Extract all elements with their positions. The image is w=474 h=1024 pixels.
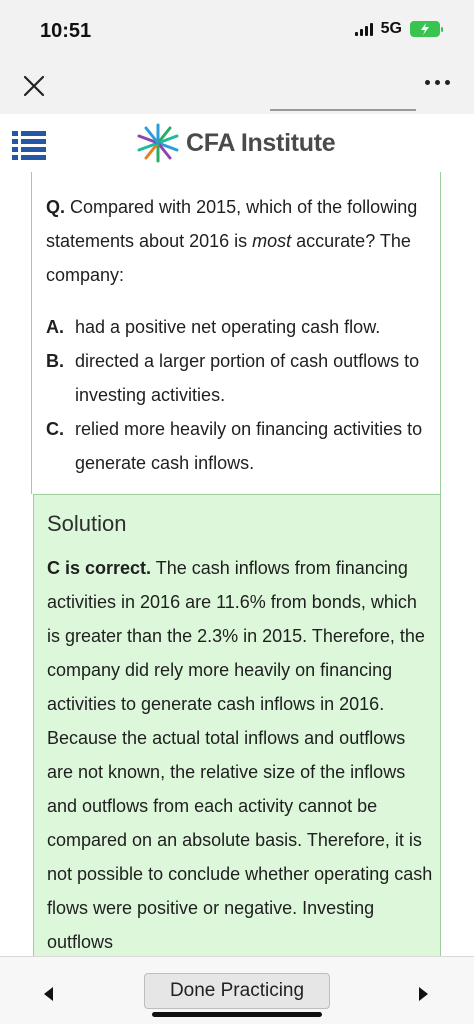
question-text-before: Compared with 2015, which of the following statements about 2016 is	[46, 197, 418, 251]
choice-text: directed a larger portion of cash outflows to investing activities.	[75, 351, 420, 405]
network-type: 5G	[380, 20, 402, 37]
app-header	[0, 114, 474, 172]
choice-letter: A.	[46, 317, 64, 337]
solution-correct-label: C is correct.	[47, 558, 152, 578]
triangle-right-icon[interactable]	[419, 987, 428, 1001]
close-icon[interactable]	[22, 74, 46, 98]
choice-text: relied more heavily on financing activities to generate cash inflows.	[75, 419, 423, 473]
solution-text: The cash inflows from financing activities in 2016 are 11.6% from bonds, which is greater than the 2.3% in 2015. Therefore, the company did rely more heavily on financing activities to generate cash inflows in 2016. Because the actual total inflows and outflows are not known, the relative size of the inflows and outflows from each activity cannot be compared on an absolute basis. Therefore, it is not possible to conclude whether operating cash flows were positive or negative. Investing outflows	[47, 558, 433, 952]
solution-title: Solution	[47, 511, 127, 536]
more-icon[interactable]	[425, 80, 450, 85]
choice-text: had a positive net operating cash flow.	[75, 317, 381, 337]
choice-letter: B.	[46, 351, 64, 371]
question-label: Q.	[46, 197, 66, 217]
question-text-italic: most	[252, 231, 292, 251]
browser-nav-bar	[0, 58, 474, 114]
status-bar	[0, 0, 474, 58]
hamburger-menu-icon[interactable]	[12, 131, 46, 161]
logo-text: CFA Institute	[186, 128, 336, 157]
answer-choices	[46, 310, 432, 480]
question-stem	[46, 190, 426, 292]
choice-c[interactable]	[46, 412, 432, 480]
triangle-left-icon[interactable]	[44, 987, 53, 1001]
signal-icon	[355, 22, 373, 36]
choice-b[interactable]	[46, 344, 432, 412]
status-indicators	[355, 20, 440, 38]
status-time: 10:51	[40, 20, 92, 42]
choice-letter: C.	[46, 419, 64, 439]
choice-a[interactable]	[46, 310, 432, 344]
cfa-logo	[136, 123, 335, 163]
solution-body	[47, 551, 433, 956]
progress-line	[270, 109, 416, 111]
home-indicator	[152, 1012, 322, 1017]
battery-charging-icon	[410, 21, 440, 37]
question-text-after: accurate? The company:	[46, 231, 411, 285]
done-practicing-button[interactable]: Done Practicing	[144, 973, 330, 1009]
question-card	[31, 172, 441, 494]
solution-panel	[33, 494, 441, 956]
cfa-globe-icon	[136, 123, 180, 163]
